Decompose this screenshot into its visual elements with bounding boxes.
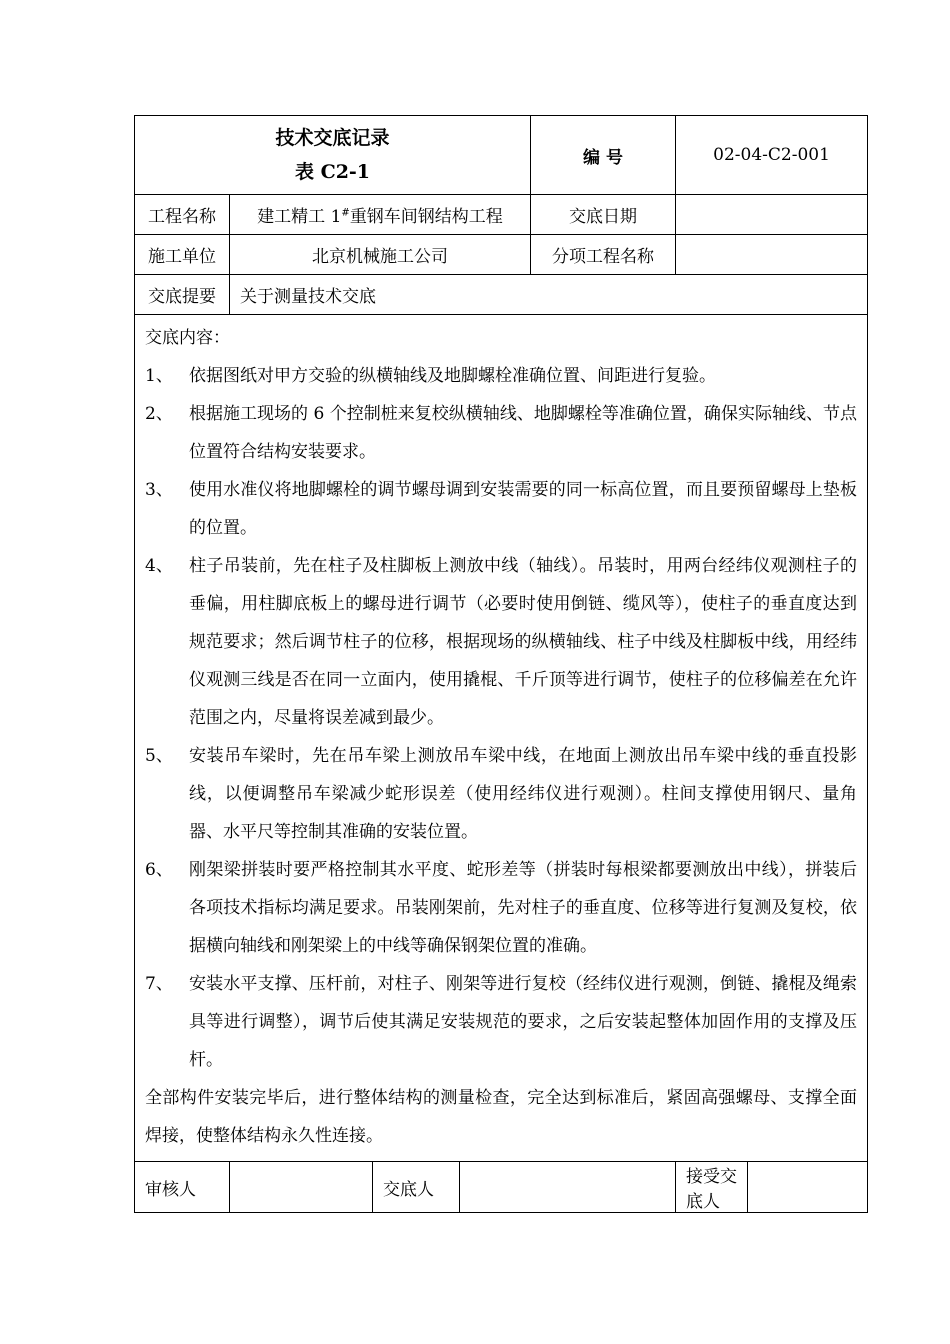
project-row xyxy=(135,195,868,235)
reviewer-value xyxy=(230,1162,373,1213)
subproject-value xyxy=(676,235,868,275)
receiver-label: 接受交底人 xyxy=(676,1162,748,1213)
closing-paragraph: 全部构件安装完毕后，进行整体结构的测量检查，完全达到标准后，紧固高强螺母、支撑全面焊接，使整体结构永久性连接。 xyxy=(145,1088,858,1146)
content-row xyxy=(135,315,868,1162)
item-text: 使用水准仪将地脚螺栓的调节螺母调到安装需要的同一标高位置，而且要预留螺母上垫板的位置。 xyxy=(189,480,858,538)
number-label: 编 号 xyxy=(531,116,676,195)
item-number: 2、 xyxy=(145,404,173,424)
receiver-value xyxy=(748,1162,868,1213)
project-name-value xyxy=(230,195,531,235)
item-number: 5、 xyxy=(145,746,173,766)
presenter-value xyxy=(460,1162,676,1213)
project-name-label: 工程名称 xyxy=(135,195,230,235)
project-name-sup: # xyxy=(341,207,350,219)
item-number: 1、 xyxy=(145,366,173,386)
summary-label: 交底提要 xyxy=(135,275,230,315)
reviewer-label: 审核人 xyxy=(135,1162,230,1213)
item-text: 安装吊车梁时，先在吊车梁上测放吊车梁中线，在地面上测放出吊车梁中线的垂直投影线，以便调整吊车梁减少蛇形误差（使用经纬仪进行观测）。柱间支撑使用钢尺、量角器、水平尺等控制其准确的安装位置。 xyxy=(189,746,858,842)
item-text: 柱子吊装前，先在柱子及柱脚板上测放中线（轴线）。吊装时，用两台经纬仪观测柱子的垂偏，用柱脚底板上的螺母进行调节（必要时使用倒链、缆风等），使柱子的垂直度达到规范要求；然后调节柱子的位移，根据现场的纵横轴线、柱子中线及柱脚板中线，用经纬仪观测三线是否在同一立面内，使用撬棍、千斤顶等进行调节，使柱子的位移偏差在允许范围之内，尽量将误差减到最少。 xyxy=(189,556,858,728)
form-code: 表 C2-1 xyxy=(294,161,371,183)
item-number: 4、 xyxy=(145,556,173,576)
list-item xyxy=(145,737,857,851)
item-number: 7、 xyxy=(145,974,173,994)
content-cell xyxy=(135,315,868,1162)
item-text: 安装水平支撑、压杆前，对柱子、刚架等进行复校（经纬仪进行观测，倒链、撬棍及绳索具等进行调整），调节后使其满足安装规范的要求，之后安装起整体加固作用的支撑及压杆。 xyxy=(189,974,858,1070)
list-item xyxy=(145,357,857,395)
title-row xyxy=(135,116,868,195)
title-cell xyxy=(135,116,531,195)
summary-value: 关于测量技术交底 xyxy=(230,275,868,315)
unit-label: 施工单位 xyxy=(135,235,230,275)
list-item xyxy=(145,547,857,737)
signature-row xyxy=(135,1162,868,1213)
summary-row xyxy=(135,275,868,315)
list-item xyxy=(145,965,857,1079)
date-value xyxy=(676,195,868,235)
list-item xyxy=(145,851,857,965)
date-label: 交底日期 xyxy=(531,195,676,235)
item-text: 刚架梁拼装时要严格控制其水平度、蛇形差等（拼装时每根梁都要测放出中线），拼装后各项技术指标均满足要求。吊装刚架前，先对柱子的垂直度、位移等进行复测及复校，依据横向轴线和刚架梁上的中线等确保钢架位置的准确。 xyxy=(189,860,858,956)
document-title: 技术交底记录 xyxy=(275,127,390,149)
item-number: 6、 xyxy=(145,860,173,880)
subproject-label: 分项工程名称 xyxy=(531,235,676,275)
list-item xyxy=(145,395,857,471)
number-value: 02-04-C2-001 xyxy=(676,116,868,195)
content-heading: 交底内容： xyxy=(145,328,230,348)
project-name-post: 重钢车间钢结构工程 xyxy=(349,207,503,227)
unit-value: 北京机械施工公司 xyxy=(230,235,531,275)
unit-row xyxy=(135,235,868,275)
item-text: 根据施工现场的 6 个控制桩来复校纵横轴线、地脚螺栓等准确位置，确保实际轴线、节点位置符合结构安装要求。 xyxy=(189,404,858,462)
presenter-label: 交底人 xyxy=(373,1162,460,1213)
project-name-pre: 建工精工 1 xyxy=(257,207,342,227)
item-number: 3、 xyxy=(145,480,173,500)
item-text: 依据图纸对甲方交验的纵横轴线及地脚螺栓准确位置、间距进行复验。 xyxy=(189,366,716,386)
tech-disclosure-table xyxy=(134,115,868,1213)
list-item xyxy=(145,471,857,547)
